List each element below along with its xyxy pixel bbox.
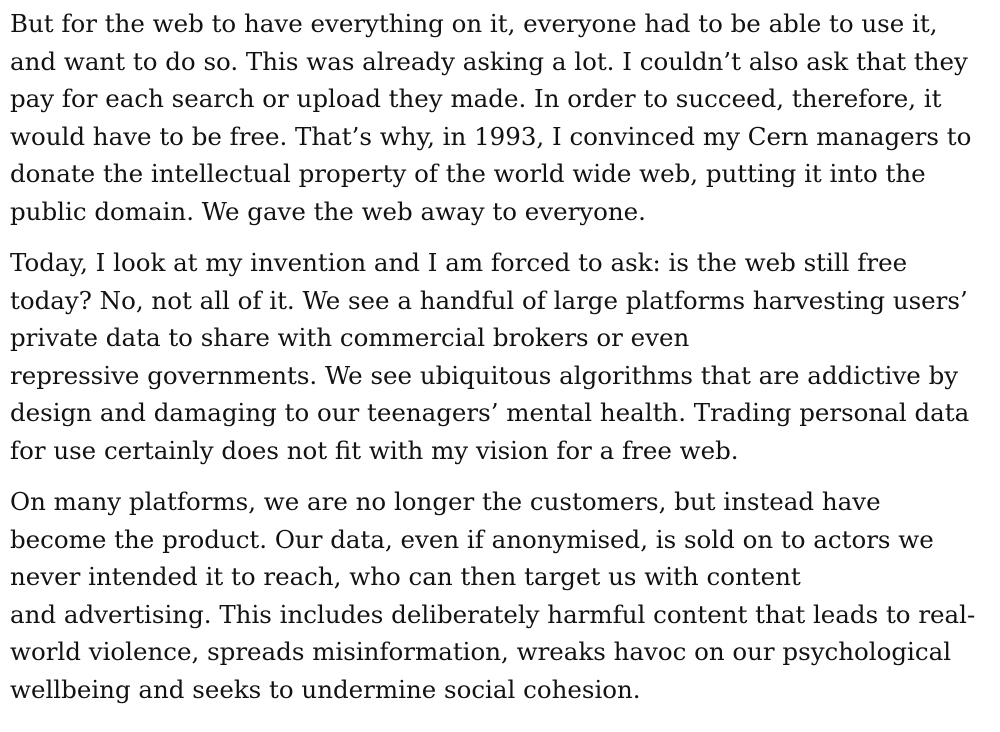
text-line: never intended it to reach, who can then target us with content <box>10 562 801 591</box>
paragraph-web-free <box>10 5 1000 230</box>
text-line: for use certainly does not fit with my vision for a free web. <box>10 435 739 465</box>
text-line: On many platforms, we are no longer the customers, but instead have <box>10 487 881 516</box>
text-line: pay for each search or upload they made. In order to succeed, therefore, it <box>10 84 942 113</box>
paragraph-still-free <box>10 244 1000 469</box>
text-line: design and damaging to our teenagers’ mental health. Trading personal data <box>10 398 970 427</box>
text-line: today? No, not all of it. We see a handful of large platforms harvesting users’ <box>10 285 968 315</box>
text-line: private data to share with commercial brokers or even <box>10 323 690 352</box>
text-line: public domain. We gave the web away to everyone. <box>10 196 646 226</box>
text-line: But for the web to have everything on it, everyone had to be able to use it, <box>10 9 938 38</box>
text-line: Today, I look at my invention and I am forced to ask: is the web still free <box>10 248 908 277</box>
text-line: donate the intellectual property of the world wide web, putting it into the <box>10 159 926 188</box>
text-line: world violence, spreads misinformation, wreaks havoc on our psychological <box>10 637 952 666</box>
text-line: and advertising. This includes deliberately harmful content that leads to real- <box>10 599 976 629</box>
text-line: repressive governments. We see ubiquitous algorithms that are addictive by <box>10 360 959 390</box>
paragraph-product <box>10 483 1000 708</box>
text-line: would have to be free. That’s why, in 1993, I convinced my Cern managers to <box>10 121 972 151</box>
text-line: and want to do so. This was already asking a lot. I couldn’t also ask that they <box>10 46 968 76</box>
text-line: become the product. Our data, even if anonymised, is sold on to actors we <box>10 524 934 554</box>
text-line: wellbeing and seeks to undermine social cohesion. <box>10 674 641 704</box>
